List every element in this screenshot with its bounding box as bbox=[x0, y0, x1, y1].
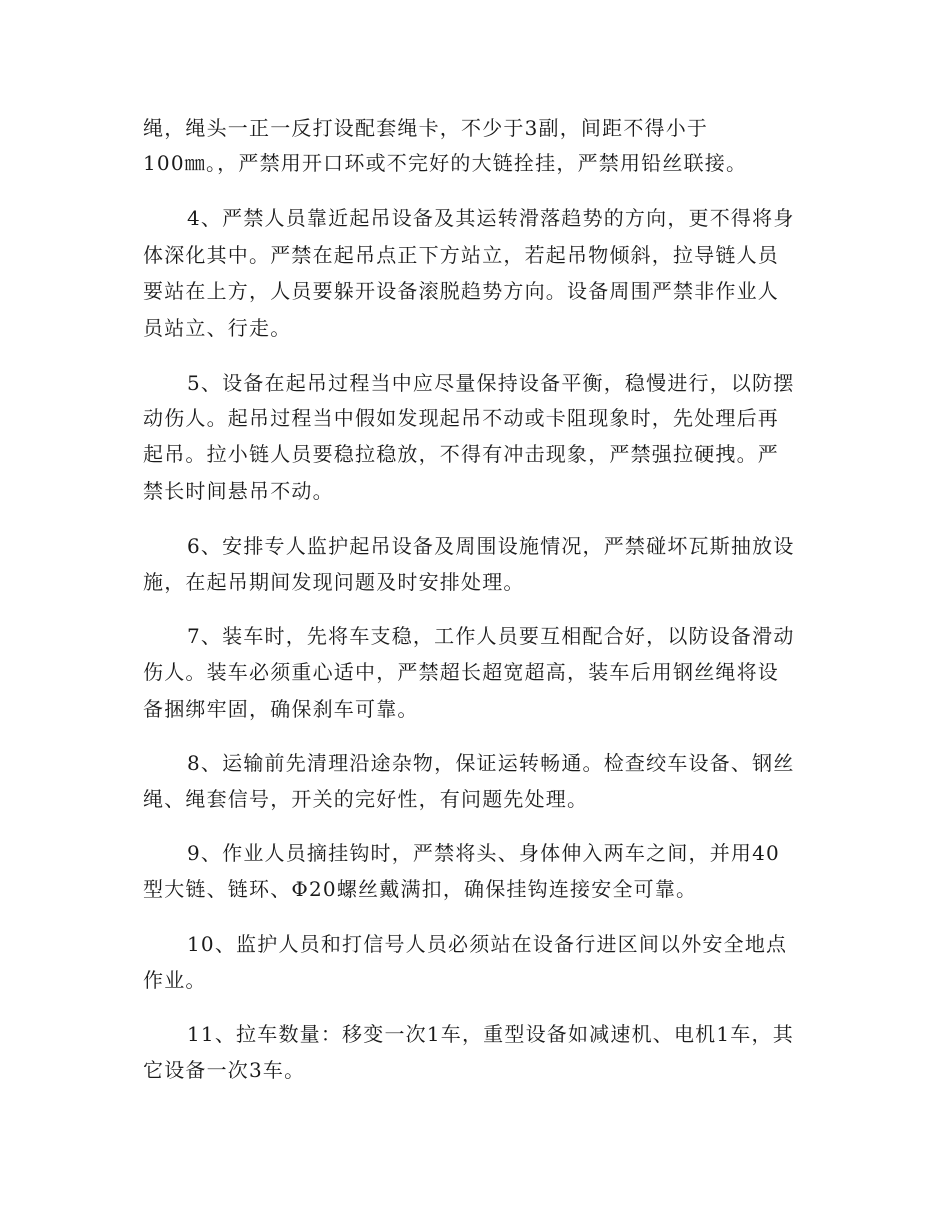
text-line: 员站立、行走。 bbox=[143, 316, 292, 340]
text-line: 型大链、链环、Φ20螺丝戴满扣，确保挂钩连接安全可靠。 bbox=[143, 877, 698, 901]
text-line: 绳、绳套信号，开关的完好性，有问题先处理。 bbox=[143, 787, 589, 811]
text-line: 10、监护人员和打信号人员必须站在设备行进区间以外安全地点 bbox=[187, 932, 788, 956]
text-line: 9、作业人员摘挂钩时，严禁将头、身体伸入两车之间，并用40 bbox=[187, 841, 780, 865]
text-line: 施，在起吊期间发现问题及时安排处理。 bbox=[143, 570, 525, 594]
text-line: 5、设备在起吊过程当中应尽量保持设备平衡，稳慢进行，以防摆 bbox=[187, 371, 795, 395]
text-line: 6、安排专人监护起吊设备及周围设施情况，严禁碰坏瓦斯抽放设 bbox=[187, 534, 795, 558]
text-line: 禁长时间悬吊不动。 bbox=[143, 479, 334, 503]
text-line: 要站在上方，人员要躲开设备滚脱趋势方向。设备周围严禁非作业人 bbox=[143, 279, 779, 303]
text-line: 8、运输前先清理沿途杂物，保证运转畅通。检查绞车设备、钢丝 bbox=[187, 751, 795, 775]
text-line: 动伤人。起吊过程当中假如发现起吊不动或卡阻现象时，先处理后再 bbox=[143, 406, 779, 430]
text-line: 作业。 bbox=[143, 968, 207, 992]
text-line: 它设备一次3车。 bbox=[143, 1058, 306, 1082]
text-line: 备捆绑牢固，确保刹车可靠。 bbox=[143, 697, 419, 721]
text-line: 绳，绳头一正一反打设配套绳卡，不少于3副，间距不得小于 bbox=[143, 116, 709, 140]
text-line: 11、拉车数量：移变一次1车，重型设备如减速机、电机1车，其 bbox=[187, 1022, 794, 1046]
text-line: 4、严禁人员靠近起吊设备及其运转滑落趋势的方向，更不得将身 bbox=[187, 206, 795, 230]
text-line: 体深化其中。严禁在起吊点正下方站立，若起吊物倾斜，拉导链人员 bbox=[143, 243, 779, 267]
text-line: 100㎜。，严禁用开口环或不完好的大链拴挂，严禁用铅丝联接。 bbox=[143, 151, 748, 175]
text-line: 伤人。装车必须重心适中，严禁超长超宽超高，装车后用钢丝绳将设 bbox=[143, 660, 779, 684]
text-line: 7、装车时，先将车支稳，工作人员要互相配合好，以防设备滑动 bbox=[187, 624, 795, 648]
text-line: 起吊。拉小链人员要稳拉稳放，不得有冲击现象，严禁强拉硬拽。严 bbox=[143, 442, 779, 466]
